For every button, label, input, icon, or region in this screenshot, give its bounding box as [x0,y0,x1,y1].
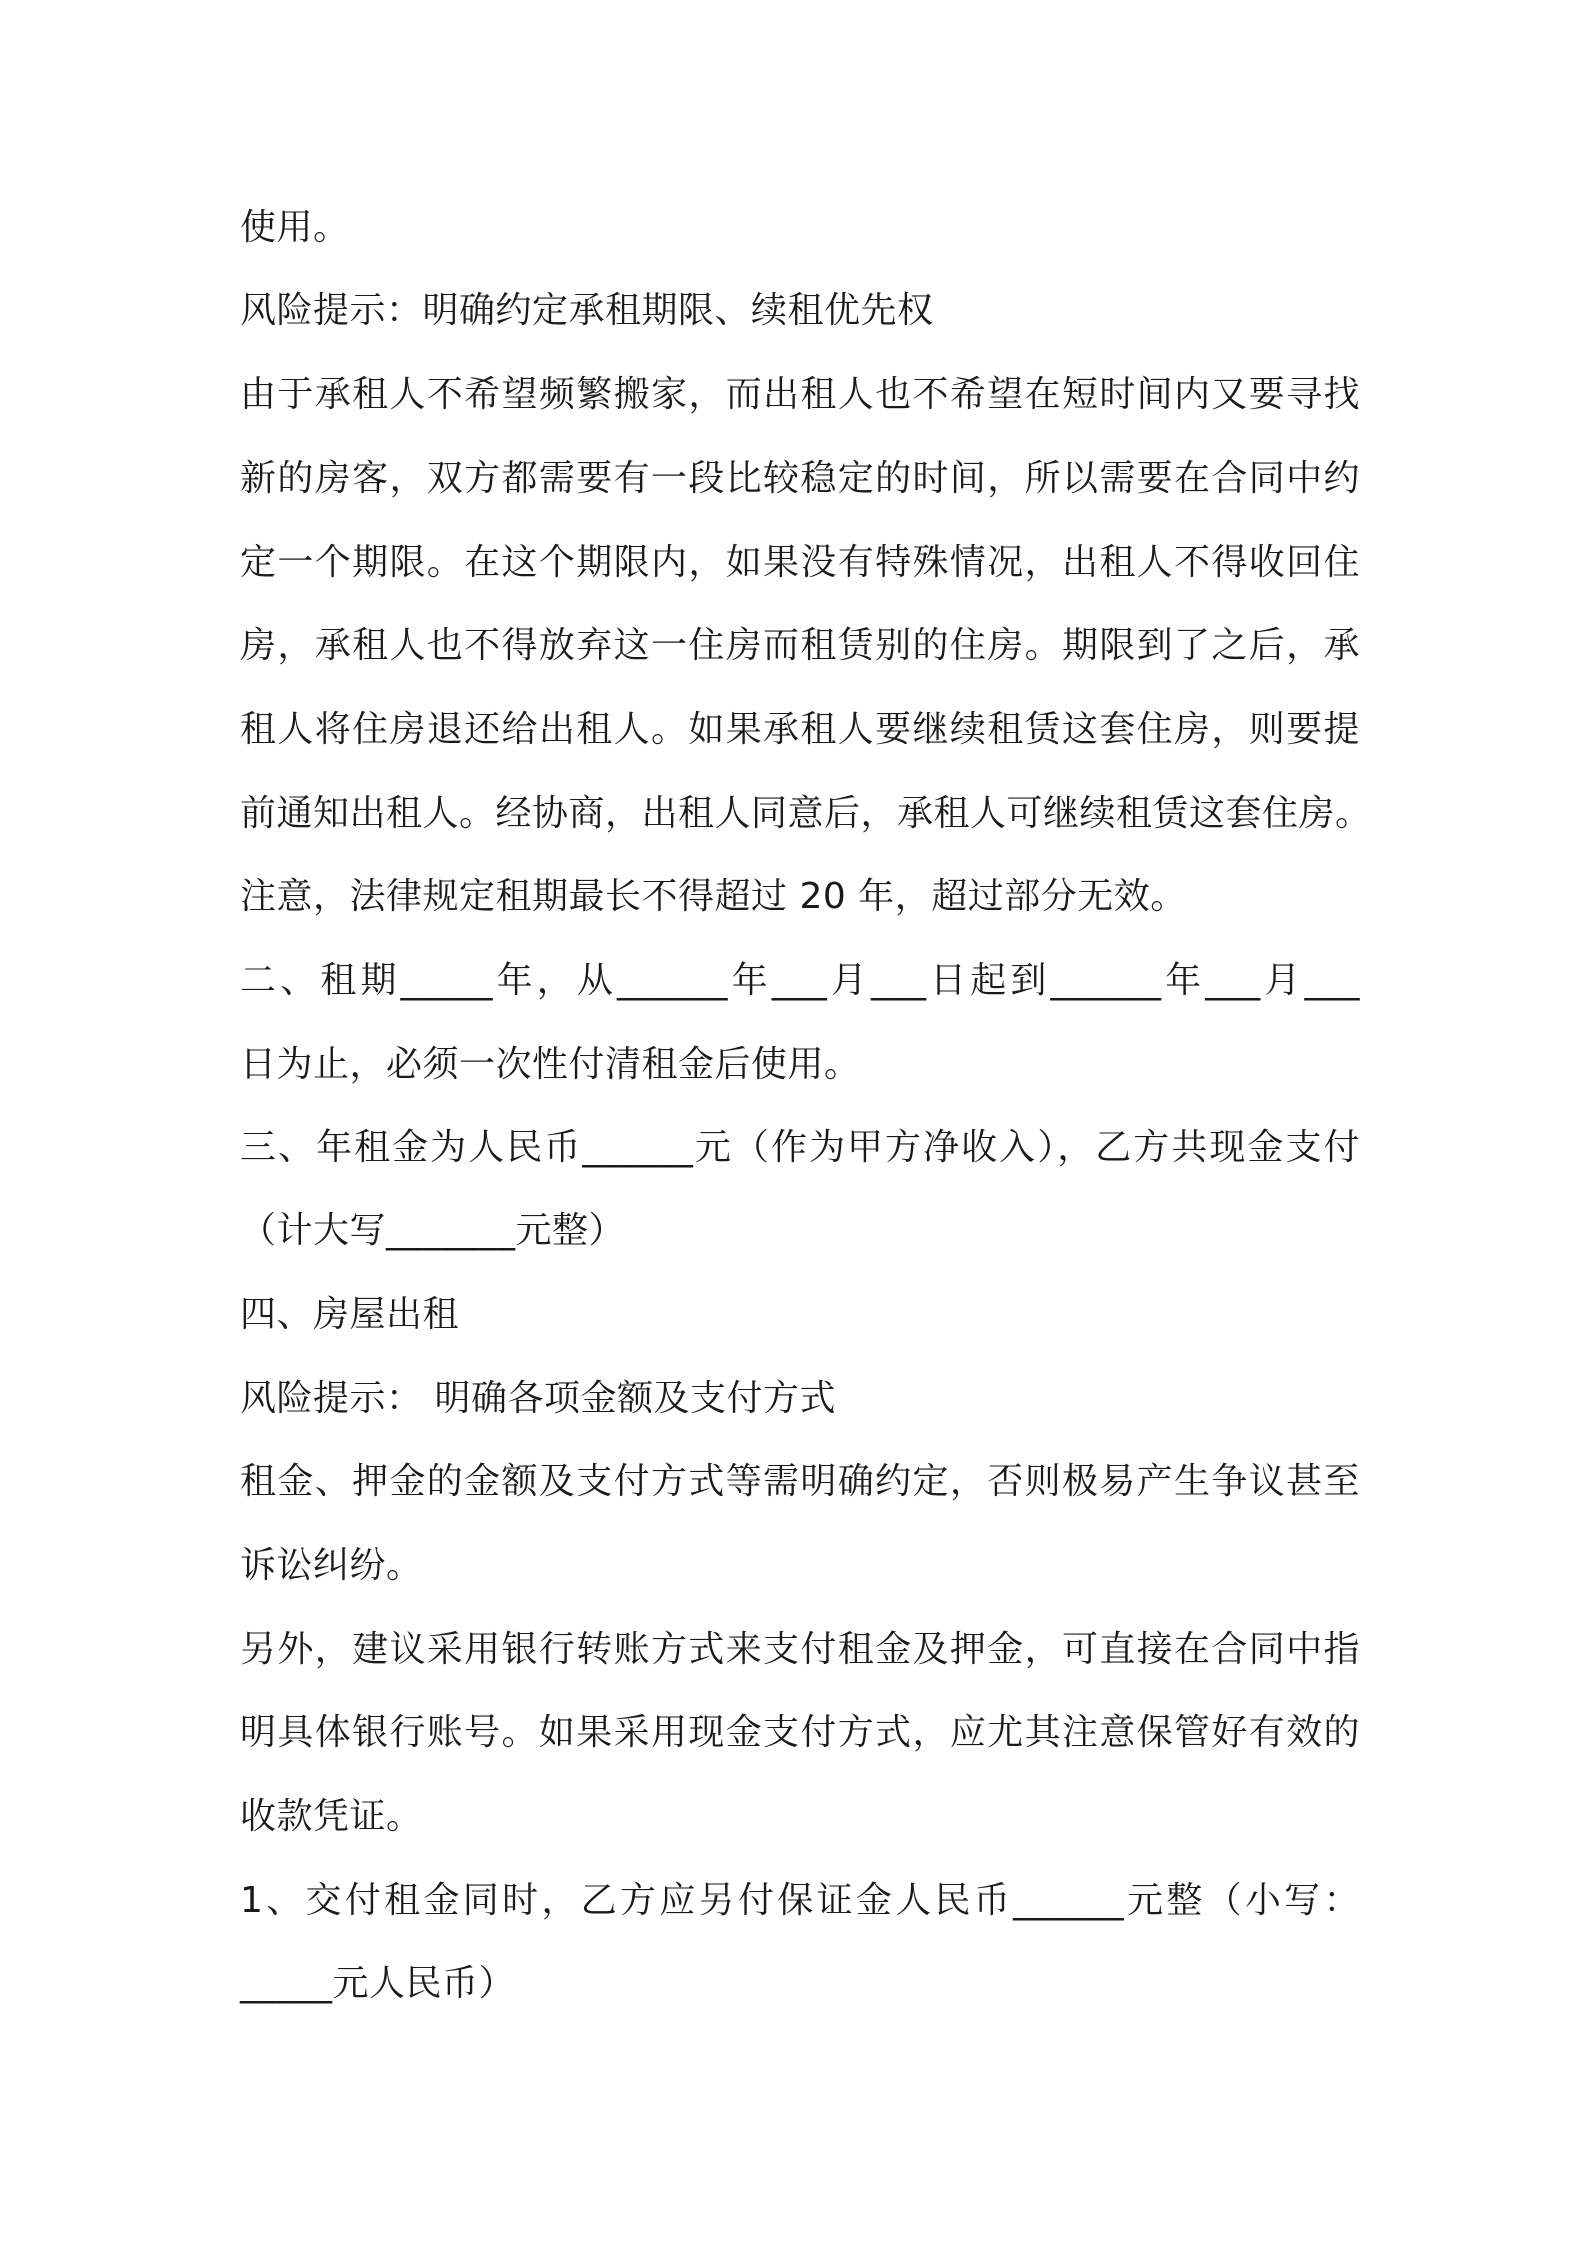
text-line: 新的房客，双方都需要有一段比较稳定的时间，所以需要在合同中约 [240,458,1360,499]
clause-three: 三、年租金为人民币______元（作为甲方净收入），乙方共现金支付 [240,1127,1360,1168]
risk-tip-heading: 风险提示： 明确各项金额及支付方式 [240,1378,836,1419]
text-line: 定一个期限。在这个期限内，如果没有特殊情况，出租人不得收回住 [240,542,1360,583]
text-line: 房，承租人也不得放弃这一住房而租赁别的住房。期限到了之后，承 [240,625,1360,666]
text-line: 由于承租人不希望频繁搬家，而出租人也不希望在短时间内又要寻找 [240,374,1360,415]
text-line: 收款凭证。 [240,1796,423,1837]
clause-four-heading: 四、房屋出租 [240,1294,460,1335]
text-line: 使用。 [240,207,350,248]
clause-two: 二、租期_____年，从______年___月___日起到______年___月___ [240,960,1360,1001]
risk-tip-heading: 风险提示：明确约定承租期限、续租优先权 [240,290,934,331]
text-line: 明具体银行账号。如果采用现金支付方式，应尤其注意保管好有效的 [240,1712,1360,1753]
text-line: 日为止，必须一次性付清租金后使用。 [240,1044,861,1085]
text-line: 租人将住房退还给出租人。如果承租人要继续租赁这套住房，则要提 [240,709,1360,750]
text-line: 另外，建议采用银行转账方式来支付租金及押金，可直接在合同中指 [240,1629,1360,1670]
clause-item-1: 1、交付租金同时，乙方应另付保证金人民币______元整（小写： [240,1880,1360,1921]
text-line: 前通知出租人。经协商，出租人同意后，承租人可继续租赁这套住房。 [240,793,1372,834]
text-line: 诉讼纠纷。 [240,1545,423,1586]
text-line: （计大写_______元整） [240,1210,626,1251]
text-line: _____元人民币） [240,1963,516,2004]
text-line: 注意，法律规定租期最长不得超过 20 年，超过部分无效。 [240,876,1187,917]
text-line: 租金、押金的金额及支付方式等需明确约定，否则极易产生争议甚至 [240,1461,1360,1502]
